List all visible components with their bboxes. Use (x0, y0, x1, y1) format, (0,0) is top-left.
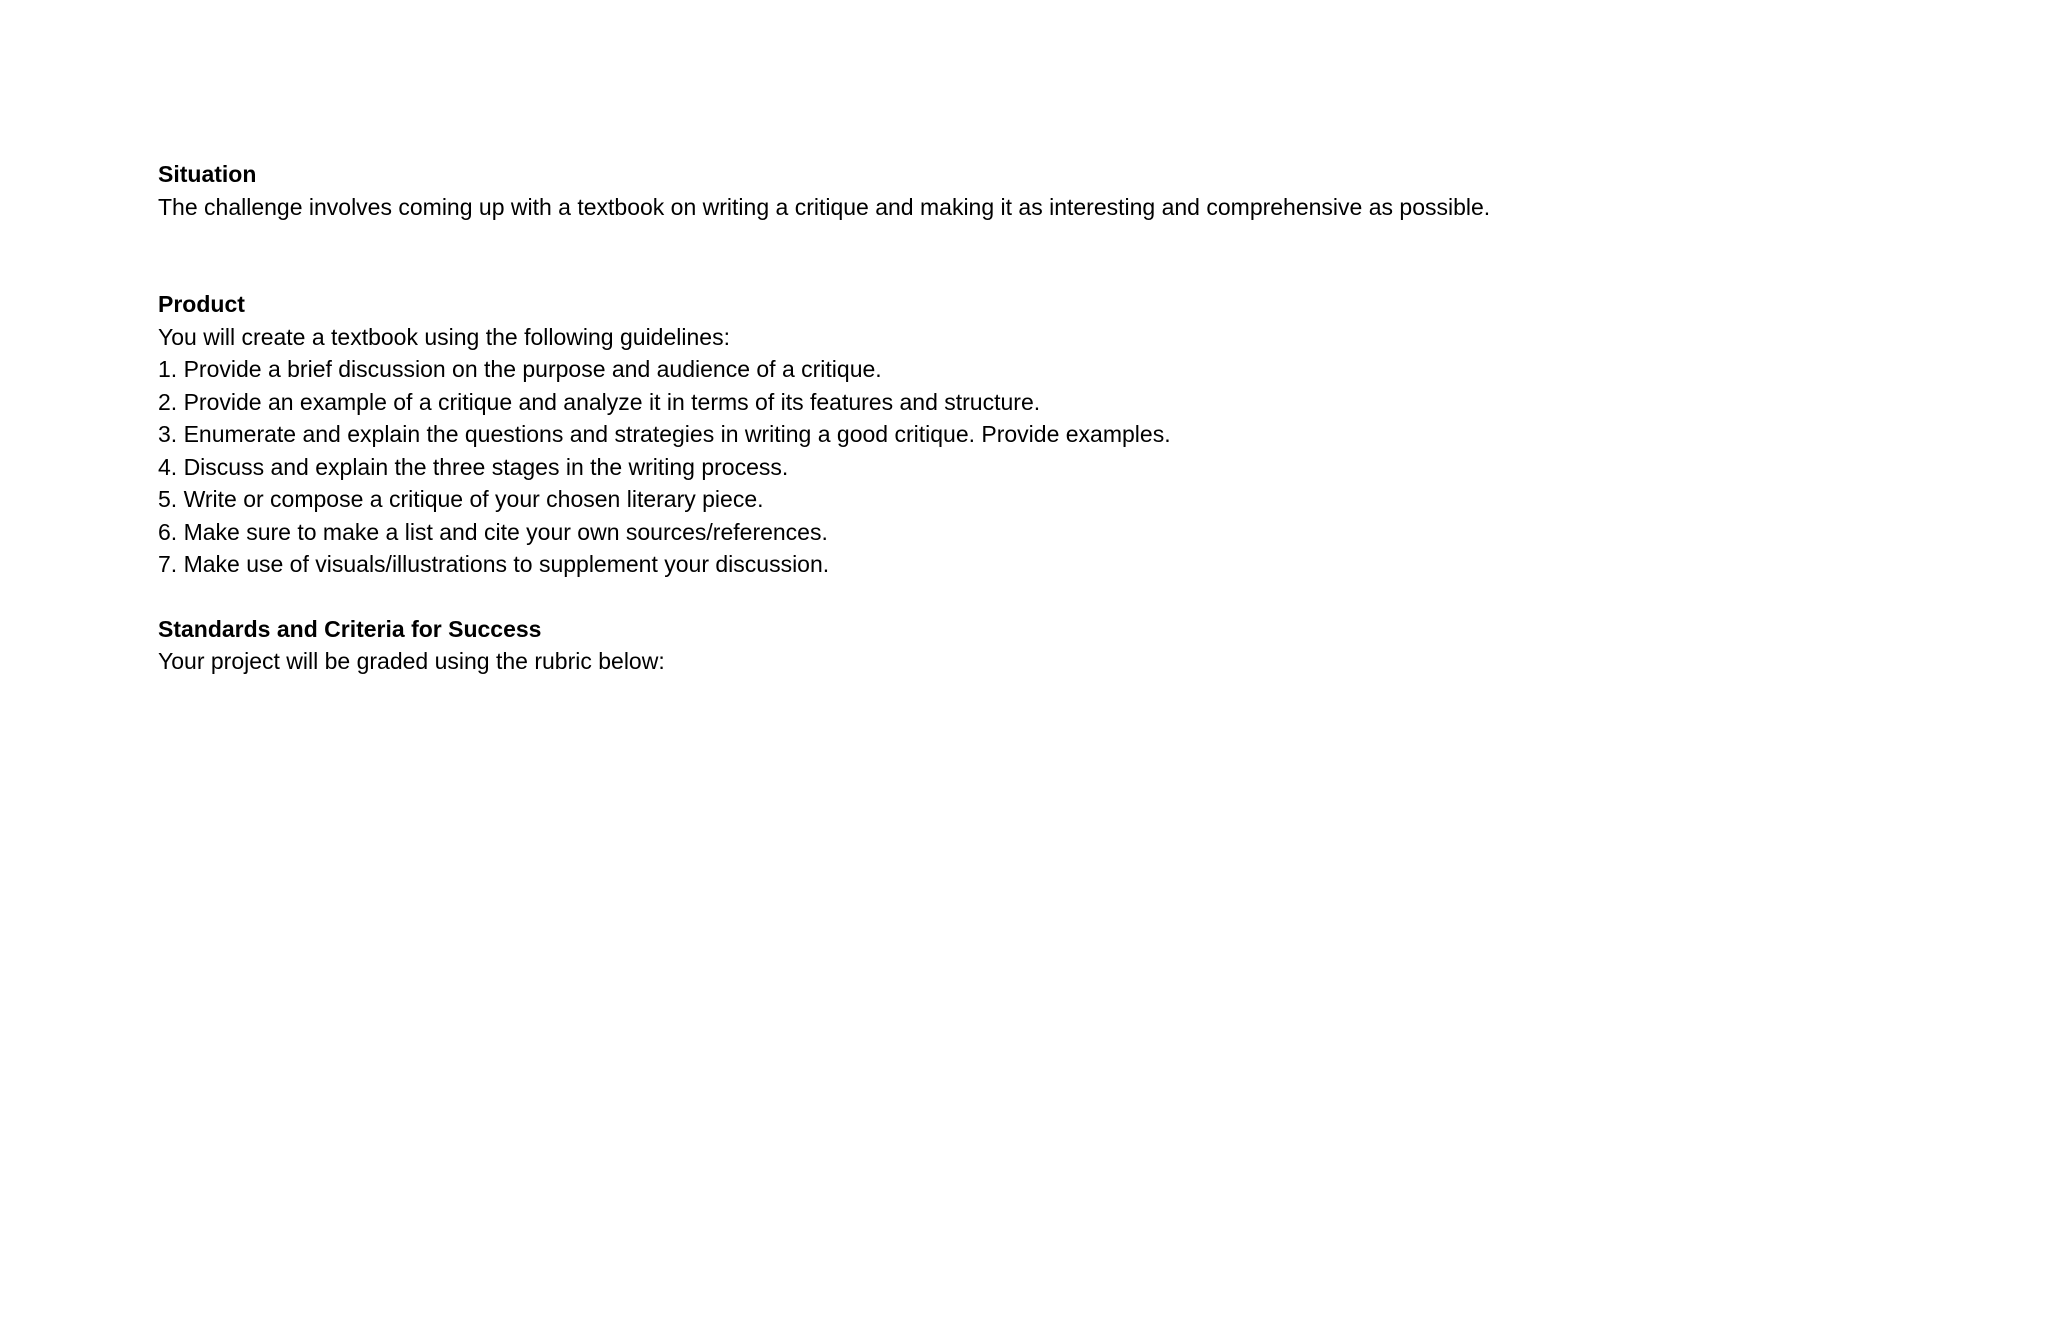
product-intro: You will create a textbook using the following guidelines: (158, 323, 730, 350)
guideline-item: 4. Discuss and explain the three stages in the writing process. (158, 453, 789, 480)
product-section (158, 288, 1958, 581)
guideline-item: 7. Make use of visuals/illustrations to supplement your discussion. (158, 551, 830, 577)
standards-text: Your project will be graded using the rubric below: (158, 648, 665, 674)
standards-section (158, 613, 1958, 678)
standards-heading: Standards and Criteria for Success (158, 615, 542, 642)
document-page (158, 158, 1958, 678)
guidelines-list (158, 353, 1958, 581)
guideline-item: 3. Enumerate and explain the questions and strategies in writing a good critique. Provide examples. (158, 421, 1171, 447)
guideline-item: 2. Provide an example of a critique and analyze it in terms of its features and structure. (158, 388, 1041, 415)
guideline-item: 5. Write or compose a critique of your chosen literary piece. (158, 486, 764, 512)
guideline-item: 1. Provide a brief discussion on the purpose and audience of a critique. (158, 356, 882, 382)
section-spacer (158, 223, 1958, 288)
section-spacer (158, 581, 1958, 613)
guideline-item: 6. Make sure to make a list and cite your own sources/references. (158, 518, 828, 545)
product-heading: Product (158, 291, 245, 317)
situation-heading: Situation (158, 161, 257, 187)
situation-text: The challenge involves coming up with a textbook on writing a critique and making it as interesting and comprehensive as possible. (158, 193, 1491, 220)
situation-section (158, 158, 1958, 223)
